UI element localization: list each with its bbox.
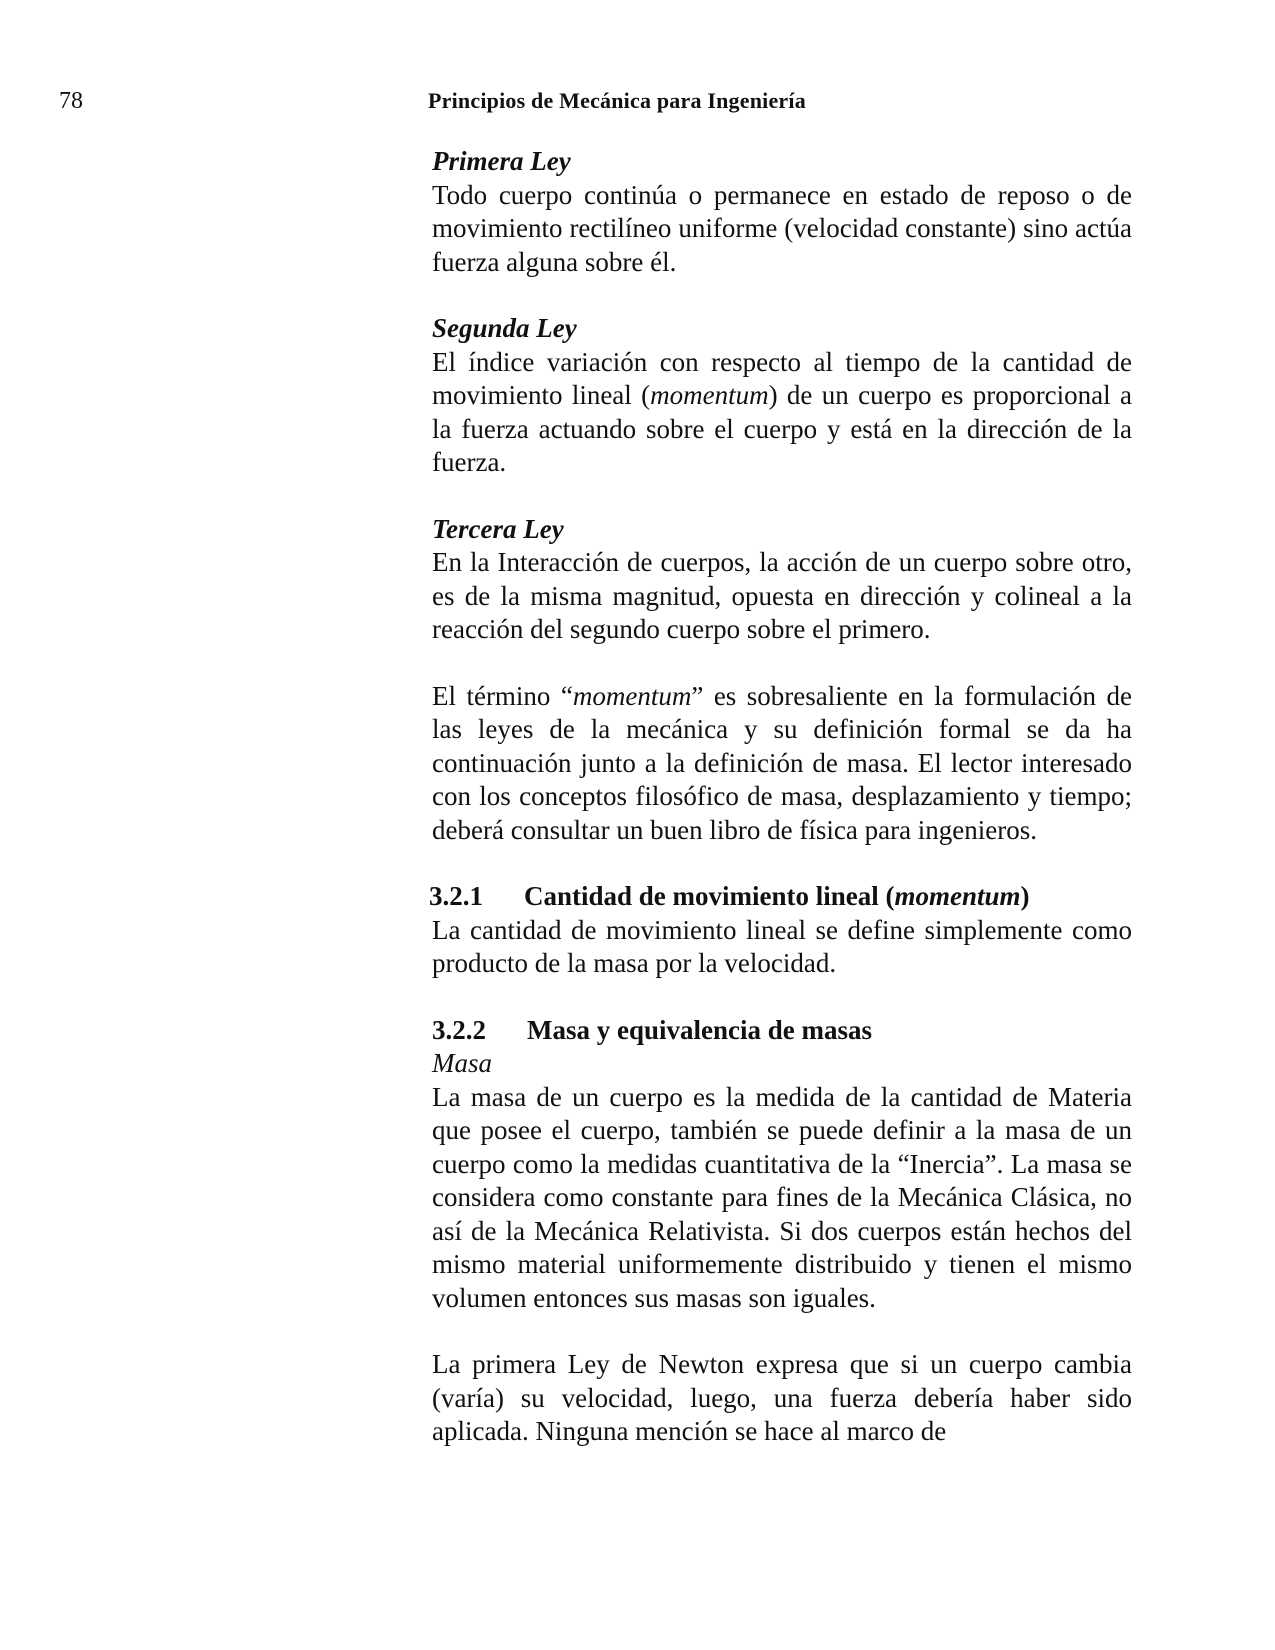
main-text-column [429, 145, 1132, 1449]
subheading-masa: Masa [432, 1048, 492, 1078]
law-title-second: Segunda Ley [432, 313, 577, 343]
law-title-third: Tercera Ley [432, 513, 564, 544]
masa-paragraph: La masa de un cuerpo es la medida de la cantidad de Materia que posee el cuerpo, también se puede definir a la masa de un cuerpo como la medidas cuantitativa de la “Inercia”. La masa se considera como constante para fines de la Mecánica Clásica, no así de la Mecánica Relativista. Si dos cuerpos están hechos del mismo material uniformemente distribuido y tienen el mismo volumen entonces sus masas son iguales. [432, 1081, 1132, 1313]
newton-paragraph: La primera Ley de Newton expresa que si un cuerpo cambia (varía) su velocidad, luego, una fuerza debería haber sido aplicada. Ninguna mención se hace al marco de [432, 1349, 1132, 1446]
law-title-first: Primera Ley [432, 146, 571, 176]
running-title: Principios de Mecánica para Ingeniería [428, 88, 806, 113]
law-text-third: En la Interacción de cuerpos, la acción de un cuerpo sobre otro, es de la misma magnitud, opuesta en dirección y colineal a la reacción del segundo cuerpo sobre el primero. [432, 547, 1132, 644]
momentum-paragraph: El término “momentum” es sobresaliente en la formulación de las leyes de la mecánica y su definición formal se da ha continuación junto a la definición de masa. El lector interesado con los conceptos filosófico de masa, desplazamiento y tiempo; deberá consultar un buen libro de física para ingenieros. [432, 680, 1132, 845]
page-number: 78 [59, 88, 83, 114]
section-text-321: La cantidad de movimiento lineal se define simplemente como producto de la masa por la velocidad. [432, 914, 1132, 978]
section-heading-321: 3.2.1 Cantidad de movimiento lineal (momentum) [429, 881, 1030, 911]
section-heading-322: 3.2.2 Masa y equivalencia de masas [432, 1014, 873, 1045]
law-text-second: El índice variación con respecto al tiempo de la cantidad de movimiento lineal (momentum) de un cuerpo es proporcional a la fuerza actuando sobre el cuerpo y está en la dirección de la fuerza. [432, 346, 1132, 477]
law-text-first: Todo cuerpo continúa o permanece en estado de reposo o de movimiento rectilíneo uniforme (velocidad constante) sino actúa fuerza alguna sobre él. [432, 179, 1132, 277]
